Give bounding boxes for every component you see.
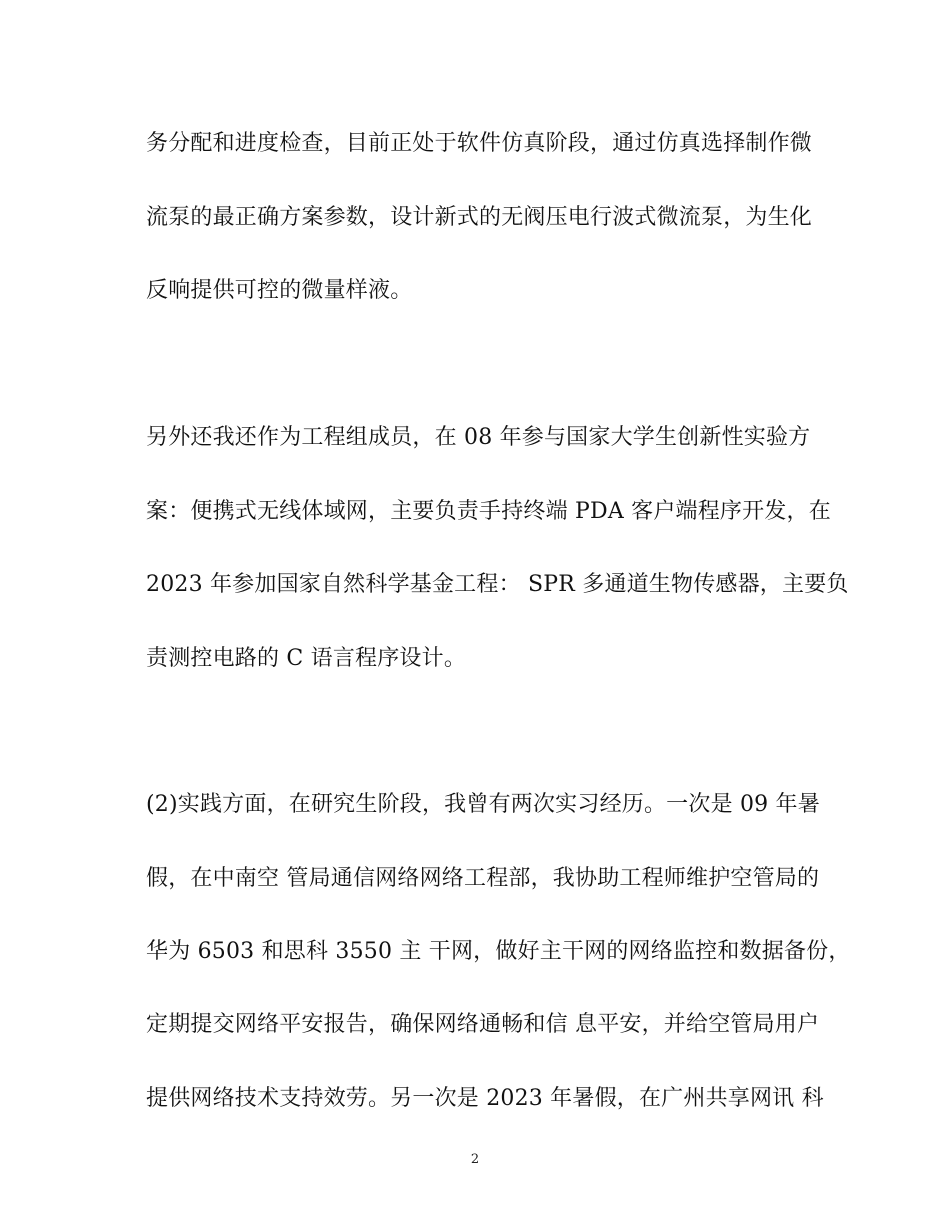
paragraph-line: 2023 年参加国家自然科学基金工程： SPR 多通道生物传感器，主要负 [146, 572, 849, 597]
paragraph-line: 流泵的最正确方案参数，设计新式的无阀压电行波式微流泵，为生化 [146, 205, 813, 230]
page-number: 2 [470, 1152, 480, 1167]
paragraph-line: 提供网络技术支持效劳。另一次是 2023 年暑假，在广州共享网讯 科 [146, 1086, 824, 1111]
paragraph-line: 责测控电路的 C 语言程序设计。 [146, 646, 467, 671]
paragraph-line: 案：便携式无线体域网，主要负责手持终端 PDA 客户端程序开发，在 [146, 499, 831, 524]
paragraph-line: 定期提交网络平安报告，确保网络通畅和信 息平安，并给空管局用户 [146, 1012, 820, 1037]
paragraph-line: 反响提供可控的微量样液。 [146, 278, 413, 303]
paragraph-line: 另外还我还作为工程组成员，在 08 年参与国家大学生创新性实验方 [146, 425, 811, 450]
paragraph-line: 华为 6503 和思科 3550 主 干网，做好主干网的网络监控和数据备份， [146, 939, 851, 964]
paragraph-line: 务分配和进度检查，目前正处于软件仿真阶段，通过仿真选择制作微 [146, 131, 813, 156]
paragraph-line: 假，在中南空 管局通信网络网络工程部，我协助工程师维护空管局的 [146, 866, 820, 891]
paragraph-line: (2)实践方面，在研究生阶段，我曾有两次实习经历。一次是 09 年暑 [146, 792, 820, 817]
